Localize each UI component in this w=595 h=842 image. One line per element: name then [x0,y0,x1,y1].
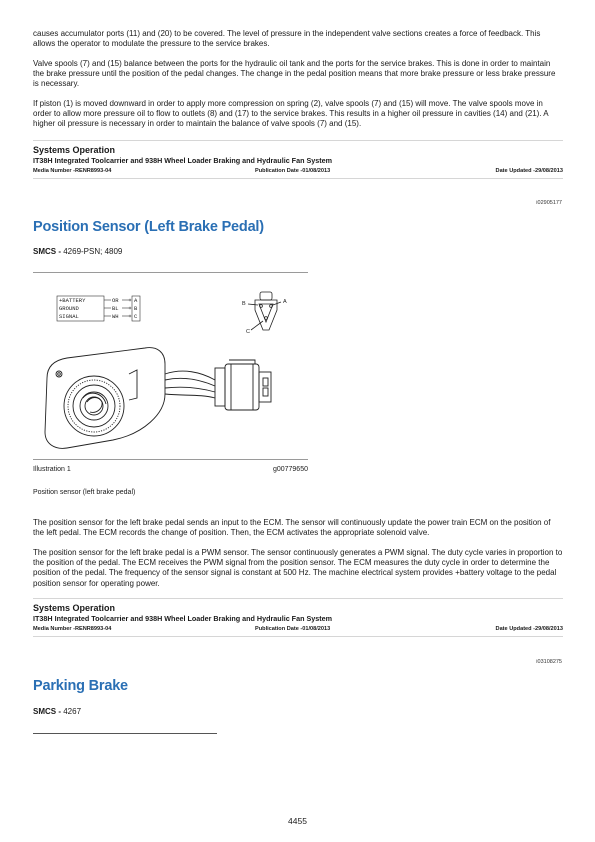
figure-top-rule [33,272,308,273]
position-sensor-illustration [33,288,308,460]
divider [33,598,563,599]
divider [33,140,563,141]
document-id: i02905177 [536,200,562,206]
header-subtitle: IT38H Integrated Toolcarrier and 938H Wheel Loader Braking and Hydraulic Fan System [33,614,333,623]
figure-bottom-rule [33,459,308,460]
header-meta [33,626,563,635]
smcs-value: 4269-PSN; 4809 [61,247,123,256]
paragraph: causes accumulator ports (11) and (20) to be covered. The level of pressure in the independent valve sections creates a force of feedback. This allows the operator to modulate the pressure to the service brakes. [33,29,541,49]
paragraph: The position sensor for the left brake pedal sends an input to the ECM. The sensor will continuously update the power train ECM on the position of the left pedal. The ECM records the change of position. Then, the ECM activates the appropriate solenoid valve. [33,518,551,538]
divider [33,636,563,637]
smcs-code [33,247,122,256]
section-title: Position Sensor (Left Brake Pedal) [33,219,264,235]
graphic-id: g00779650 [272,466,308,473]
media-number: Media Number -RENR8993-04 [33,168,112,174]
signal-signal: SIGNAL [59,313,79,320]
paragraph: The position sensor for the left brake pedal is a PWM sensor. The sensor continuously generates a PWM signal. The duty cycle varies in proportion to the position of the pedal. The ECM receives the PWM signal from the position sensor. The ECM measures the duty cycle in order to determine the position of the pedal. The frequency of the sensor signal is constant at 500 Hz. The machine electrical system provides +battery voltage to the pedal position sensor for operating power. [33,548,563,588]
publication-date: Publication Date -01/08/2013 [255,626,331,632]
plug-label-b: B [242,301,246,307]
divider [33,178,563,179]
pin-b: B [134,305,138,312]
connector-table [57,296,140,321]
page-number: 4455 [288,816,307,826]
signal-battery: +BATTERY [59,297,86,304]
pin-c: C [134,313,138,320]
publication-date: Publication Date -01/08/2013 [255,168,331,174]
connector-plug-end-view [248,292,281,330]
smcs-label: SMCS - [33,707,61,716]
section-rule [33,733,217,734]
sensor-body [45,348,271,449]
smcs-code [33,707,81,716]
date-updated: Date Updated -29/08/2013 [495,626,563,632]
wire-bl: BL [112,305,119,312]
paragraph: If piston (1) is moved downward in order to apply more compression on spring (2), valve spools (7) and (15) will move. The valve spools move in order to allow more pressure oil to flow to outlets (8) and (17) to the service brakes. This results in a higher oil pressure in cavities (14) and (21). A higher oil pressure is necessary in order to maintain the balance of valve spools (7) and (15). [33,99,549,129]
smcs-value: 4267 [61,707,82,716]
header-subtitle: IT38H Integrated Toolcarrier and 938H Wheel Loader Braking and Hydraulic Fan System [33,156,333,165]
header-meta [33,168,563,177]
document-id: i03108275 [536,659,562,665]
header-section-title: Systems Operation [33,603,116,613]
section-title: Parking Brake [33,678,128,694]
wire-wh: WH [112,313,119,320]
figure-caption: Position sensor (left brake pedal) [33,489,136,496]
smcs-label: SMCS - [33,247,61,256]
document-header [33,145,563,177]
paragraph: Valve spools (7) and (15) balance between the ports for the hydraulic oil tank and the ports for the service brakes. This is done in order to maintain the brake pressure until the position of the pedal changes. The change in the pedal position means that more brake pressure or less brake pressure is necessary. [33,59,556,89]
pin-a: A [134,297,138,304]
date-updated: Date Updated -29/08/2013 [495,168,563,174]
document-header [33,603,563,635]
header-section-title: Systems Operation [33,145,116,155]
plug-label-a: A [283,299,287,305]
wire-or: OR [112,297,119,304]
plug-label-c: C [246,329,250,335]
signal-ground: GROUND [59,305,79,312]
illustration-label: Illustration 1 [33,466,71,473]
media-number: Media Number -RENR8993-04 [33,626,112,632]
